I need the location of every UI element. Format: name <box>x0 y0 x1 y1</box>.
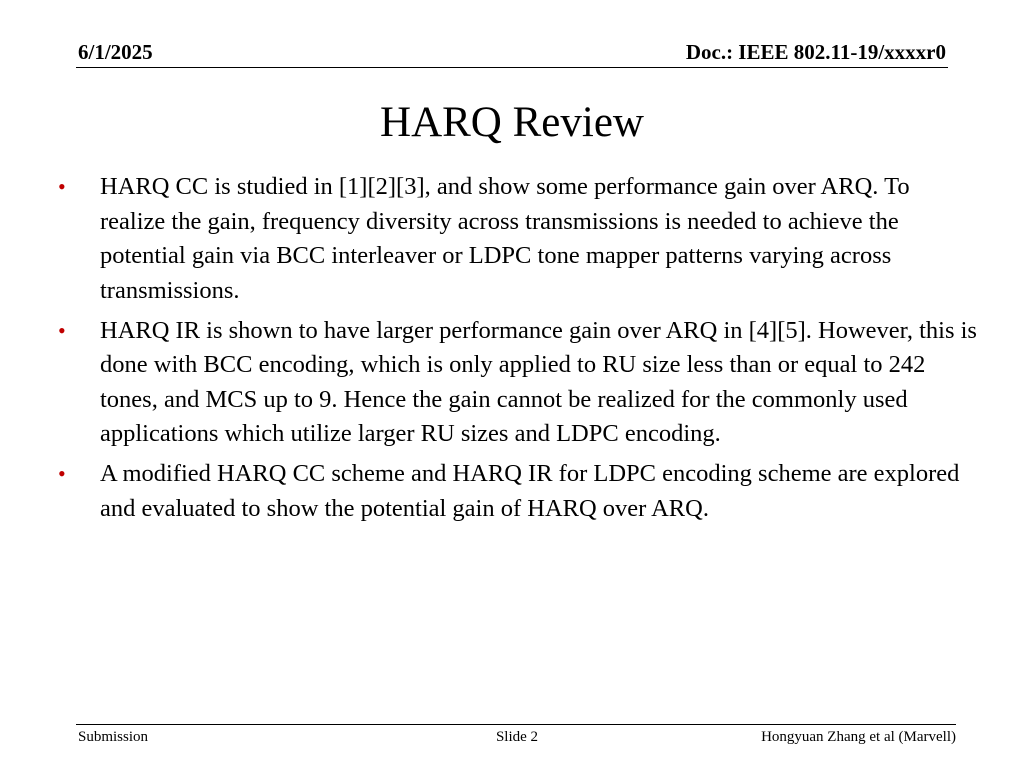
header-divider <box>76 67 948 68</box>
footer-divider <box>76 724 956 725</box>
bullet-text-1: HARQ CC is studied in [1][2][3], and show some performance gain over ARQ. To realize the gain, frequency diversity across transmissions is needed to achieve the potential gain via BCC interleaver or LDPC tone mapper patterns varying across transmissions. <box>100 173 910 304</box>
slide-title: HARQ Review <box>380 99 644 146</box>
bullet-text-3: A modified HARQ CC scheme and HARQ IR for LDPC encoding scheme are explored and evaluated to show the potential gain of HARQ over ARQ. <box>100 460 960 522</box>
bullet-item-3 <box>58 457 978 526</box>
header-document-id: Doc.: IEEE 802.11-19/xxxxr0 <box>685 40 946 64</box>
bullet-item-1 <box>58 170 978 308</box>
bullet-item-2 <box>58 314 978 452</box>
footer-slide-number: Slide 2 <box>495 729 539 745</box>
bullet-text-2: HARQ IR is shown to have larger performance gain over ARQ in [4][5]. However, this is done with BCC encoding, which is only applied to RU size less than or equal to 242 tones, and MCS up to 9. Hence the gain cannot be realized for the commonly used applications which utilize larger RU sizes and LDPC encoding. <box>100 316 977 447</box>
footer-submission: Submission <box>78 729 149 745</box>
bullet-icon: • <box>58 317 66 343</box>
bullet-list <box>58 170 978 532</box>
bullet-icon: • <box>58 461 66 486</box>
header-date: 6/1/2025 <box>78 40 153 64</box>
bullet-icon: • <box>58 174 66 199</box>
footer-author: Hongyuan Zhang et al (Marvell) <box>761 729 956 745</box>
